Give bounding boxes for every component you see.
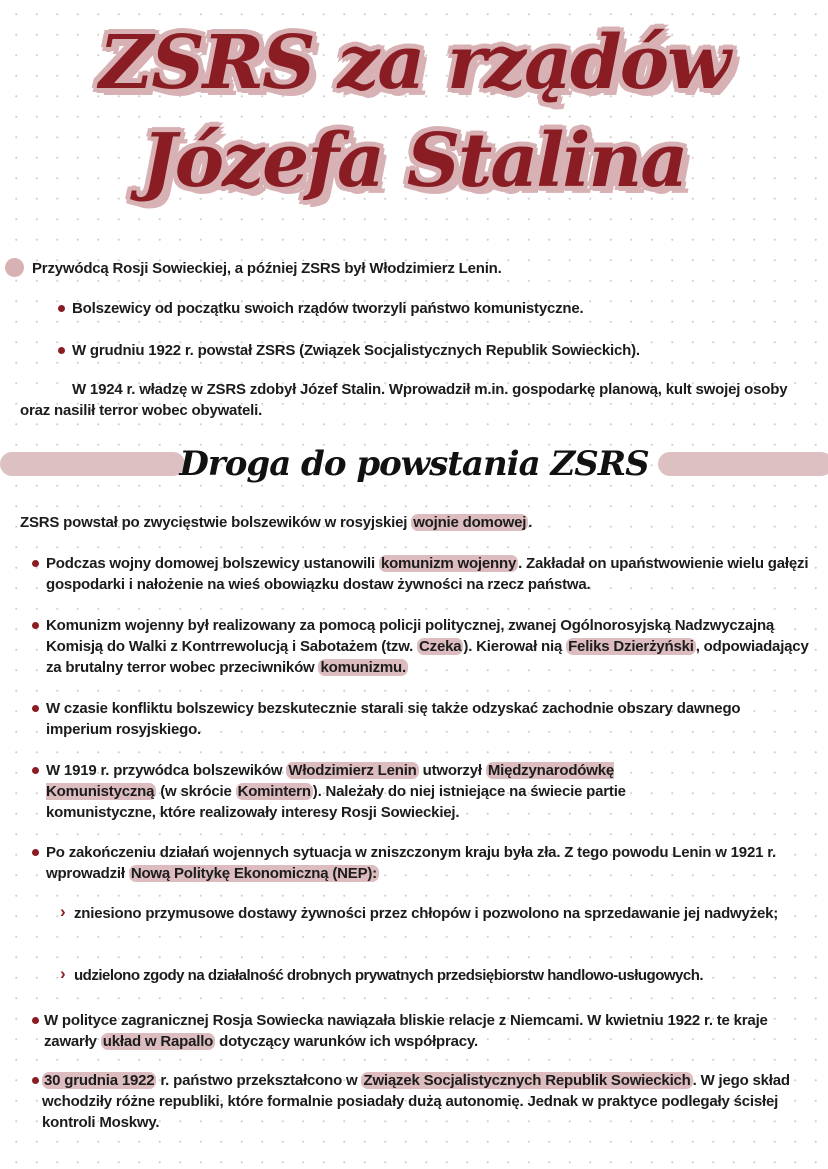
section-heading: Droga do powstania ZSRS <box>179 444 649 484</box>
bullet-icon <box>58 347 65 354</box>
highlighted-term: 30 grudnia 1922 <box>44 1072 155 1089</box>
text-segment: ). Należały do niej istniejące na świecie partie komunistyczne, które realizowały interesy Rosji Sowieckiej. <box>46 783 626 821</box>
highlighted-term: Związek Socjalistycznych Republik Sowieckich <box>363 1072 691 1089</box>
bullet-icon <box>32 1077 39 1084</box>
text-segment: W 1919 r. przywódca bolszewików <box>46 762 287 779</box>
text-segment: (w skrócie <box>156 783 236 800</box>
highlighted-term: Czeka <box>419 638 462 655</box>
text-segment: , odpowiadający za brutalny terror wobec przeciwników <box>46 638 809 676</box>
text-segment: . Zakładał on upaństwowienie wielu gałęzi gospodarki i nałożenie na wieś obowiązku dostaw żywności na rzecz państwa. <box>46 555 809 593</box>
highlighted-term: Nową Politykę Ekonomiczną (NEP): <box>130 865 377 882</box>
intro-paragraph <box>20 379 810 421</box>
list-item <box>46 760 726 823</box>
text-segment: r. państwo przekształcono w <box>156 1072 362 1089</box>
bullet-icon <box>32 1017 39 1024</box>
text-segment: Po zakończeniu działań wojennych sytuacja w zniszczonym kraju była zła. Z tego powodu Lenin w 1921 r. wprowadził <box>46 844 776 882</box>
page-title-line-2: Józefa Stalina <box>141 118 687 204</box>
text-segment: ). Kierował nią <box>463 638 567 655</box>
intro-line <box>32 258 812 279</box>
bullet-icon <box>32 622 39 629</box>
sub-list-item <box>74 965 824 986</box>
text-segment: W 1924 r. władzę w ZSRS zdobył Józef Stalin. Wprowadził m.in. gospodarkę planową, kult swojej osoby oraz nasilił terror wobec obywateli. <box>20 381 788 419</box>
text-segment: utworzył <box>418 762 486 779</box>
circle-bullet-icon <box>5 258 24 277</box>
list-item <box>46 615 816 678</box>
text-segment: Komunizm wojenny był realizowany za pomocą policji politycznej, zwanej Ogólnorosyjską Nadzwyczajną Komisją do Walki z Kontrrewolucją i Sabotażem (tzw. <box>46 617 775 655</box>
text-segment: dotyczący warunków ich współpracy. <box>215 1033 478 1050</box>
highlighted-term: komunizm wojenny <box>380 555 517 572</box>
bullet-icon <box>32 849 39 856</box>
intro-bullet <box>72 298 812 319</box>
text-segment: ZSRS powstał po zwycięstwie bolszewików w rosyjskiej <box>20 514 412 531</box>
chevron-right-icon: › <box>60 902 66 921</box>
highlighted-term: komunizmu. <box>320 659 406 676</box>
list-item <box>42 1070 812 1133</box>
highlighted-term: Włodzimierz Lenin <box>288 762 417 779</box>
text-segment: Bolszewicy od początku swoich rządów tworzyli państwo komunistyczne. <box>72 300 584 317</box>
list-item <box>44 1010 784 1052</box>
bullet-icon <box>32 560 39 567</box>
text-segment: W polityce zagranicznej Rosja Sowiecka nawiązała bliskie relacje z Niemcami. W kwietniu 1922 r. te kraje zawarły <box>44 1012 768 1050</box>
text-segment: W grudniu 1922 r. powstał ZSRS (Związek Socjalistycznych Republik Sowieckich). <box>72 342 640 359</box>
sub-list-item <box>74 903 794 924</box>
highlighted-term: Feliks Dzierżyński <box>568 638 694 655</box>
list-item <box>46 698 786 740</box>
text-segment: Przywódcą Rosji Sowieckiej, a później ZSRS był Włodzimierz Lenin. <box>32 260 502 277</box>
text-segment: . W jego skład wchodziły różne republiki, które formalnie posiadały dużą autonomię. Jednak w praktyce podlegały ścisłej kontroli Moskwy. <box>42 1072 790 1131</box>
bullet-icon <box>32 767 39 774</box>
text-segment: . <box>528 514 533 531</box>
list-item <box>46 553 816 595</box>
bullet-icon <box>32 705 39 712</box>
text-segment: zniesiono przymusowe dostawy żywności przez chłopów i pozwolono na sprzedawanie jej nadwyżek; <box>74 905 779 922</box>
bullet-icon <box>58 305 65 312</box>
text-segment: udzielono zgody na działalność drobnych prywatnych przedsiębiorstw handlowo-usługowych. <box>74 967 704 984</box>
text-segment: Podczas wojny domowej bolszewicy ustanowili <box>46 555 379 572</box>
text-segment: W czasie konfliktu bolszewicy bezskutecznie starali się także odzyskać zachodnie obszary dawnego imperium rosyjskiego. <box>46 700 741 738</box>
highlighted-term: układ w Rapallo <box>102 1033 214 1050</box>
highlighted-term: Komintern <box>237 783 311 800</box>
chevron-right-icon: › <box>60 964 66 983</box>
list-item <box>46 842 806 884</box>
highlighted-term: wojnie domowej <box>413 514 527 531</box>
highlighted-term: Międzynarodówkę Komunistyczną <box>46 762 615 800</box>
page-title-line-1: ZSRS za rządów <box>99 20 729 106</box>
section-intro <box>20 512 810 533</box>
intro-bullet <box>72 340 822 361</box>
